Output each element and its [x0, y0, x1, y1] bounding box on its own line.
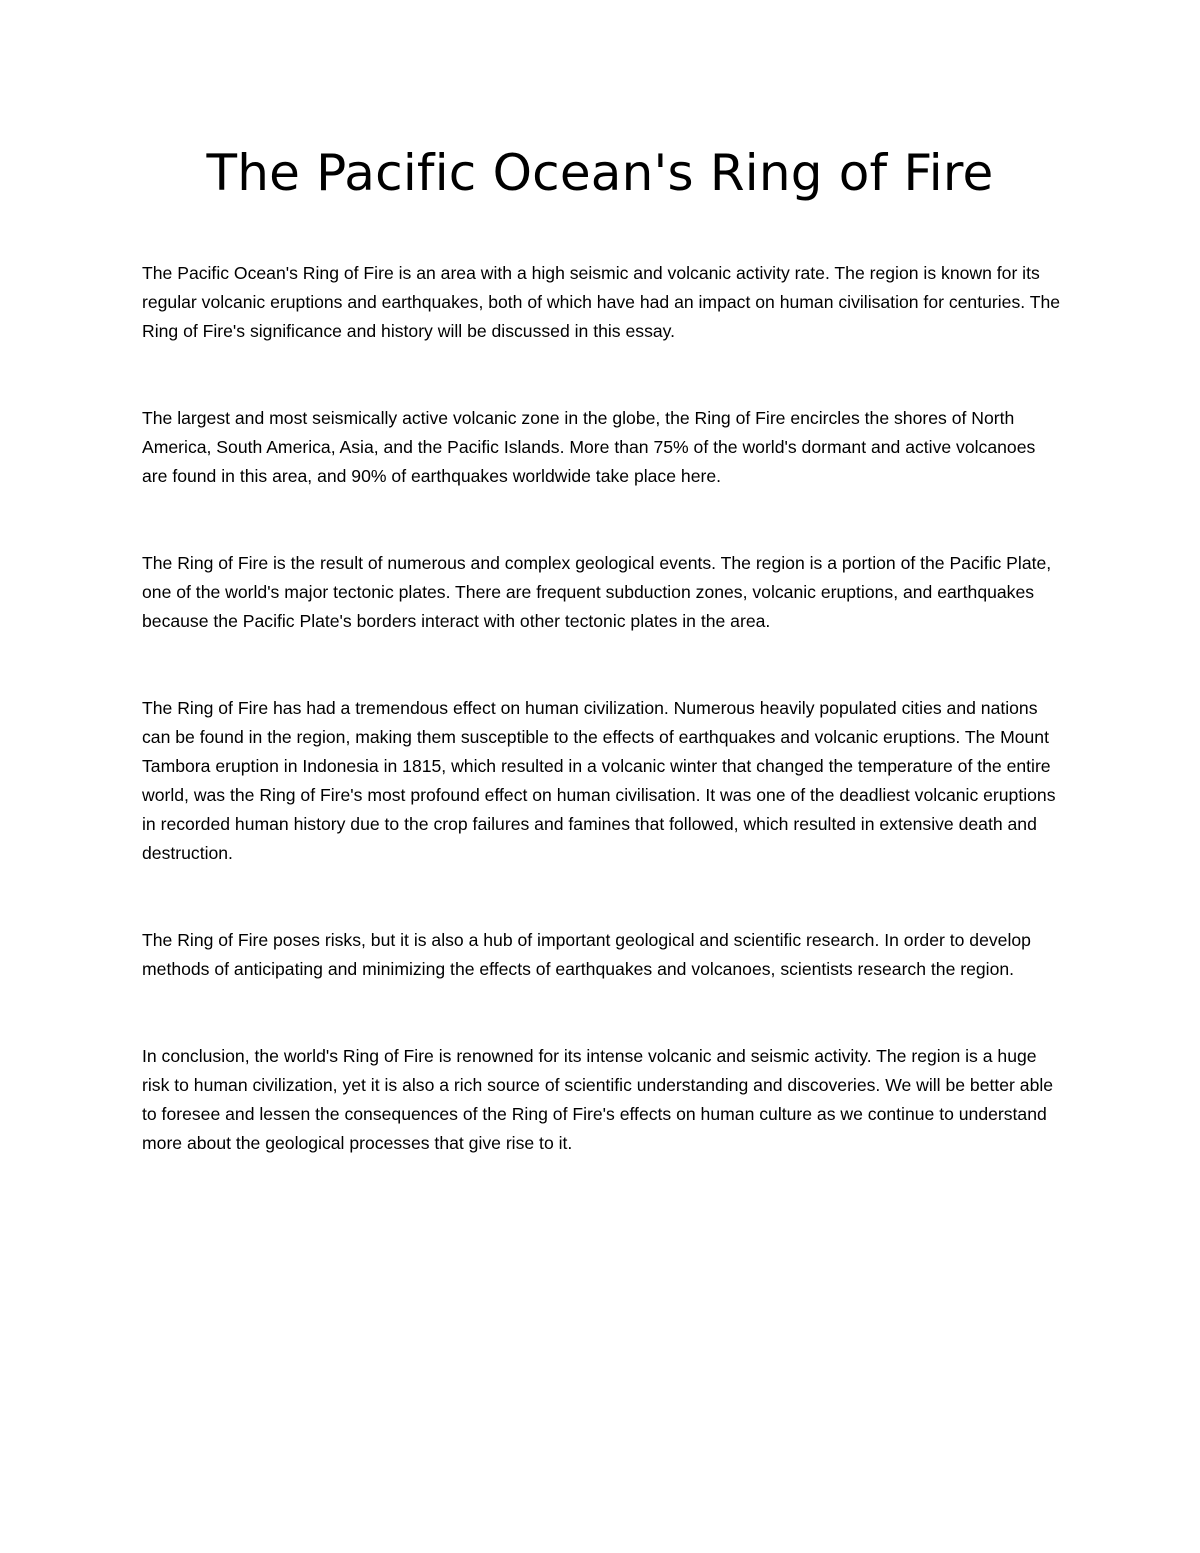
document-body	[142, 259, 1062, 1216]
paragraph-geology: The Ring of Fire is the result of numerous and complex geological events. The region is a portion of the Pacific Plate, one of the world's major tectonic plates. There are frequent subduction zones, volcanic eruptions, and earthquakes because the Pacific Plate's borders interact with other tectonic plates in the area.	[142, 553, 1052, 631]
paragraph-human-impact: The Ring of Fire has had a tremendous effect on human civilization. Numerous heavily populated cities and nations can be found in the region, making them susceptible to the effects of earthquakes and volcanic eruptions. The Mount Tambora eruption in Indonesia in 1815, which resulted in a volcanic winter that changed the temperature of the entire world, was the Ring of Fire's most profound effect on human civilisation. It was one of the deadliest volcanic eruptions in recorded human history due to the crop failures and famines that followed, which resulted in extensive death and destruction.	[142, 698, 1056, 863]
paragraph-conclusion: In conclusion, the world's Ring of Fire is renowned for its intense volcanic and seismic activity. The region is a huge risk to human civilization, yet it is also a rich source of scientific understanding and discoveries. We will be better able to foresee and lessen the consequences of the Ring of Fire's effects on human culture as we continue to understand more about the geological processes that give rise to it.	[142, 1046, 1054, 1153]
paragraph-research: The Ring of Fire poses risks, but it is also a hub of important geological and scientific research. In order to develop methods of anticipating and minimizing the effects of earthquakes and volcanoes, scientists research the region.	[142, 930, 1031, 979]
paragraph-location: The largest and most seismically active volcanic zone in the globe, the Ring of Fire encircles the shores of North America, South America, Asia, and the Pacific Islands. More than 75% of the world's dormant and active volcanoes are found in this area, and 90% of earthquakes worldwide take place here.	[142, 408, 1036, 486]
document-title: The Pacific Ocean's Ring of Fire	[206, 144, 994, 202]
paragraph-introduction: The Pacific Ocean's Ring of Fire is an area with a high seismic and volcanic activity rate. The region is known for its regular volcanic eruptions and earthquakes, both of which have had an impact on human civilisation for centuries. The Ring of Fire's significance and history will be discussed in this essay.	[142, 263, 1061, 341]
